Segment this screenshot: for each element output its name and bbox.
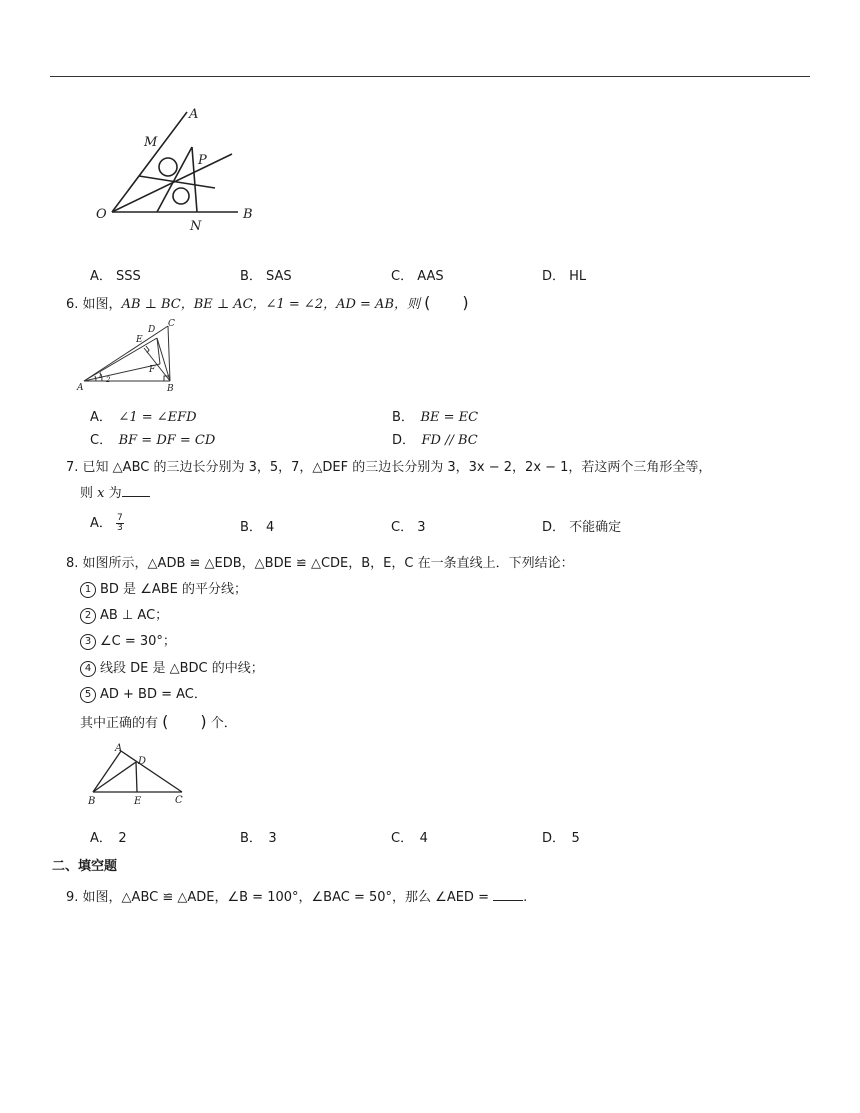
q6-label-b: B: [167, 384, 174, 392]
q6-label-a: A: [77, 383, 84, 392]
header-rule: [50, 76, 810, 77]
q6-stem-math: AB ⊥ BC，BE ⊥ AC，∠1 = ∠2，AD = AB，则: [121, 297, 420, 312]
q8-figure: [86, 740, 192, 808]
label-n: N: [190, 219, 202, 234]
q8-item-5: 5 AD + BD = AC．: [80, 683, 207, 703]
q6-figure: [76, 318, 186, 392]
q8-option-c[interactable]: C． 4: [391, 831, 428, 846]
q8-option-a[interactable]: A． 2: [90, 831, 127, 846]
q6-stem-prefix: 如图，: [82, 297, 122, 312]
ruler-edge-3: [192, 147, 197, 212]
q8-item-4: 4 线段 DE 是 △BDC 的中线；: [80, 657, 264, 677]
q5-option-b[interactable]: B． SAS: [240, 269, 292, 284]
q8-label-a: A: [115, 743, 123, 754]
q9-number: 9.: [66, 890, 79, 905]
q9-answer-blank[interactable]: [493, 888, 523, 901]
q6-label-2: 2: [106, 376, 111, 384]
label-m: M: [144, 135, 158, 150]
q7-number: 7.: [66, 460, 79, 475]
q9-stem: 9. 如图，△ABC ≌ △ADE，∠B = 100°，∠BAC = 50°，那么 ∠AED = .: [66, 890, 528, 905]
q8-number: 8.: [66, 556, 79, 571]
q6-label-c: C: [168, 319, 175, 329]
q8-label-e: E: [134, 796, 142, 807]
label-o: O: [96, 207, 107, 222]
ruler-hole-2: [173, 188, 189, 204]
q7-option-b[interactable]: B． 4: [240, 520, 275, 535]
q6-option-a[interactable]: A． ∠1 = ∠EFD: [90, 410, 197, 425]
q7-stem: [66, 456, 711, 475]
q7-line1: 已知 △ABC 的三边长分别为 3，5，7，△DEF 的三边长分别为 3，3x − 2，2x − 1，若这两个三角形全等，: [82, 460, 712, 475]
q7-answer-blank[interactable]: [122, 484, 150, 497]
q7-line2: 则 x 为: [80, 482, 150, 501]
label-a: A: [189, 107, 199, 122]
q6-label-f: F: [149, 365, 156, 375]
q7-option-d[interactable]: D． 不能确定: [542, 520, 622, 535]
section-title: 二、填空题: [52, 859, 118, 874]
q8-item-2: 2 AB ⊥ AC；: [80, 604, 168, 624]
q8-option-b[interactable]: B． 3: [240, 831, 277, 846]
q8-item-1: 1 BD 是 ∠ABE 的平分线；: [80, 578, 247, 598]
q5-option-d[interactable]: D． HL: [542, 269, 587, 284]
q6-label-e: E: [136, 335, 143, 345]
q6-label-1: 1: [98, 372, 103, 380]
q5-option-a[interactable]: A． SSS: [90, 269, 141, 284]
label-b: B: [243, 207, 253, 222]
q6-option-b[interactable]: B． BE = EC: [392, 410, 479, 425]
fraction: $\frac{7}{3}$: [117, 513, 123, 533]
q8-conclusion: 其中正确的有 ( ) 个．: [80, 712, 237, 731]
ruler-edge-1: [139, 176, 215, 188]
q8-option-d[interactable]: D． 5: [542, 831, 580, 846]
q6-option-c[interactable]: C． BF = DF = CD: [90, 433, 216, 448]
q7-option-c[interactable]: C． 3: [391, 520, 426, 535]
q8-stem: 8. 如图所示，△ADB ≌ △EDB，△BDE ≌ △CDE，B，E，C 在一条直线上．下列结论：: [66, 556, 574, 571]
q5-figure: [92, 100, 262, 235]
q8-item-3: 3 ∠C = 30°；: [80, 630, 176, 650]
ruler-hole-1: [159, 158, 177, 176]
label-p: P: [198, 153, 207, 168]
q8-label-d: D: [138, 756, 147, 767]
q8-label-c: C: [175, 795, 183, 806]
q8-label-b: B: [88, 796, 96, 807]
q7-option-a[interactable]: A． $\frac{7}{3}$: [90, 513, 123, 533]
q6-label-d: D: [148, 325, 156, 335]
q6-stem: [66, 290, 469, 313]
q6-paren: ( ): [424, 293, 469, 312]
q5-option-c[interactable]: C． AAS: [391, 269, 444, 284]
q6-number: 6.: [66, 297, 79, 312]
q6-option-d[interactable]: D． FD // BC: [392, 433, 478, 448]
